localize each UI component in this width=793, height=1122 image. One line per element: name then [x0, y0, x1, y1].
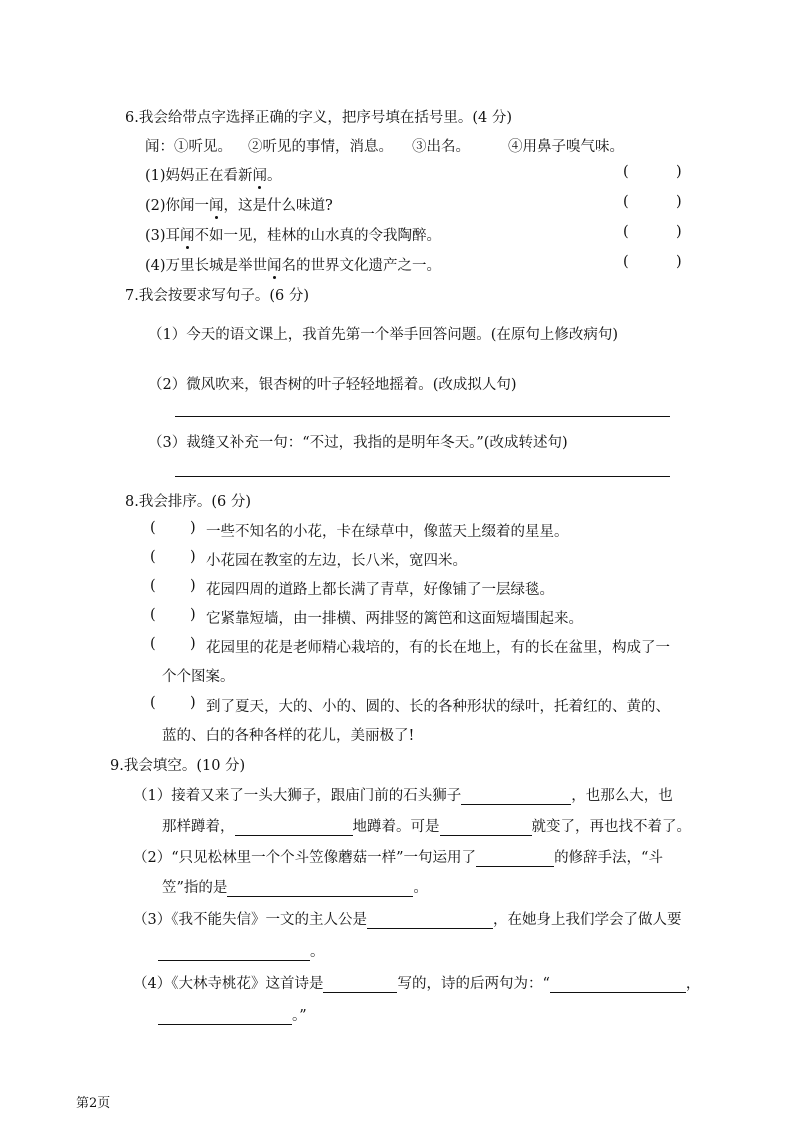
q9-item-2-cont: 笠”指的是 。 — [162, 880, 428, 896]
q6-item-4: (4)万里长城是举世闻名的世界文化遗产之一。 — [145, 258, 442, 274]
emphasis-dot-char: 闻 — [180, 228, 195, 244]
q9-item-3-cont: 。 — [158, 940, 325, 961]
q6-def-2: ②听见的事情，消息。 — [248, 139, 393, 155]
order-paren-open[interactable]: ( — [150, 549, 156, 565]
q9-item-4: （4）《大林寺桃花》这首诗是 写的，诗的后两句为：“ ， — [133, 976, 701, 992]
order-paren-open[interactable]: ( — [150, 695, 156, 711]
page-number: 第2页 — [76, 1096, 111, 1111]
q7-answer-line[interactable] — [175, 416, 670, 417]
q9-item-4-cont: 。” — [158, 1004, 307, 1025]
q7-item-3: （3）裁缝又补充一句：“不过，我指的是明年冬天。”(改成转述句) — [148, 435, 568, 451]
order-paren-open[interactable]: ( — [150, 636, 156, 652]
order-paren-close: ) — [190, 520, 196, 536]
fill-blank[interactable] — [158, 944, 310, 961]
q6-def-1: ①听见。 — [174, 139, 232, 155]
fill-blank[interactable] — [227, 880, 413, 897]
q8-item-3: 花园四周的道路上都长满了青草，好像铺了一层绿毯。 — [206, 582, 554, 598]
q6-item-3: (3)耳闻不如一见，桂林的山水真的令我陶醉。 — [145, 228, 442, 244]
q7-answer-line[interactable] — [175, 476, 670, 477]
answer-paren-open[interactable]: ( — [623, 164, 629, 180]
q6-defs-char: 闻： — [145, 139, 174, 155]
q6-definitions — [145, 135, 624, 156]
answer-paren-open[interactable]: ( — [623, 194, 629, 210]
q9-item-1-cont: 那样蹲着， 地蹲着。可是 就变了，再也找不着了。 — [162, 819, 691, 835]
fill-blank[interactable] — [461, 788, 571, 805]
fill-blank[interactable] — [235, 819, 353, 836]
fill-blank[interactable] — [476, 850, 554, 867]
answer-paren-open[interactable]: ( — [623, 224, 629, 240]
answer-paren-close: ) — [676, 224, 682, 240]
q9-item-2: （2）“只见松林里一个个斗笠像蘑菇一样”一句运用了 的修辞手法，“斗 — [133, 850, 663, 866]
q9-title: 9.我会填空。(10 分) — [110, 758, 246, 774]
fill-blank[interactable] — [367, 912, 493, 929]
q6-def-4: ④用鼻子嗅气味。 — [508, 139, 624, 155]
q8-item-6: 到了夏天，大的、小的、圆的、长的各种形状的绿叶，托着红的、黄的、 — [206, 699, 670, 715]
order-paren-close: ) — [190, 695, 196, 711]
q8-title: 8.我会排序。(6 分) — [125, 494, 251, 510]
order-paren-open[interactable]: ( — [150, 578, 156, 594]
q8-item-6-cont: 蓝的、白的各种各样的花儿，美丽极了! — [162, 728, 415, 744]
q6-title: 6.我会给带点字选择正确的字义，把序号填在括号里。(4 分) — [125, 110, 512, 126]
q6-def-3: ③出名。 — [412, 139, 470, 155]
fill-blank[interactable] — [440, 819, 532, 836]
order-paren-close: ) — [190, 578, 196, 594]
answer-paren-close: ) — [676, 254, 682, 270]
q8-item-2: 小花园在教室的左边，长八米，宽四米。 — [206, 553, 467, 569]
emphasis-dot-char: 闻 — [252, 168, 268, 184]
answer-paren-close: ) — [676, 164, 682, 180]
order-paren-close: ) — [190, 549, 196, 565]
q8-item-4: 它紧靠短墙，由一排横、两排竖的篱笆和这面短墙围起来。 — [206, 611, 583, 627]
q9-item-3: （3）《我不能失信》一文的主人公是 ，在她身上我们学会了做人要 — [133, 912, 682, 928]
order-paren-close: ) — [190, 636, 196, 652]
answer-paren-close: ) — [676, 194, 682, 210]
fill-blank[interactable] — [550, 976, 686, 993]
q9-item-1: （1）接着又来了一头大狮子，跟庙门前的石头狮子 ，也那么大，也 — [133, 788, 673, 804]
q8-item-5: 花园里的花是老师精心栽培的，有的长在地上，有的长在盆里，构成了一 — [206, 640, 670, 656]
q7-item-2: （2）微风吹来，银杏树的叶子轻轻地摇着。(改成拟人句) — [148, 377, 517, 393]
q7-title: 7.我会按要求写句子。(6 分) — [125, 288, 309, 304]
emphasis-dot-char: 闻 — [209, 198, 224, 214]
order-paren-open[interactable]: ( — [150, 520, 156, 536]
q8-item-5-cont: 个个图案。 — [162, 669, 235, 685]
emphasis-dot-char: 闻 — [267, 258, 282, 274]
fill-blank[interactable] — [323, 976, 397, 993]
fill-blank[interactable] — [158, 1008, 292, 1025]
order-paren-open[interactable]: ( — [150, 607, 156, 623]
q6-item-1: (1)妈妈正在看新闻。 — [145, 168, 282, 184]
q8-item-1: 一些不知名的小花，卡在绿草中，像蓝天上缀着的星星。 — [206, 524, 569, 540]
answer-paren-open[interactable]: ( — [623, 254, 629, 270]
order-paren-close: ) — [190, 607, 196, 623]
q7-item-1: （1）今天的语文课上，我首先第一个举手回答问题。(在原句上修改病句) — [148, 327, 619, 343]
q6-item-2: (2)你闻一闻，这是什么味道? — [145, 198, 333, 214]
